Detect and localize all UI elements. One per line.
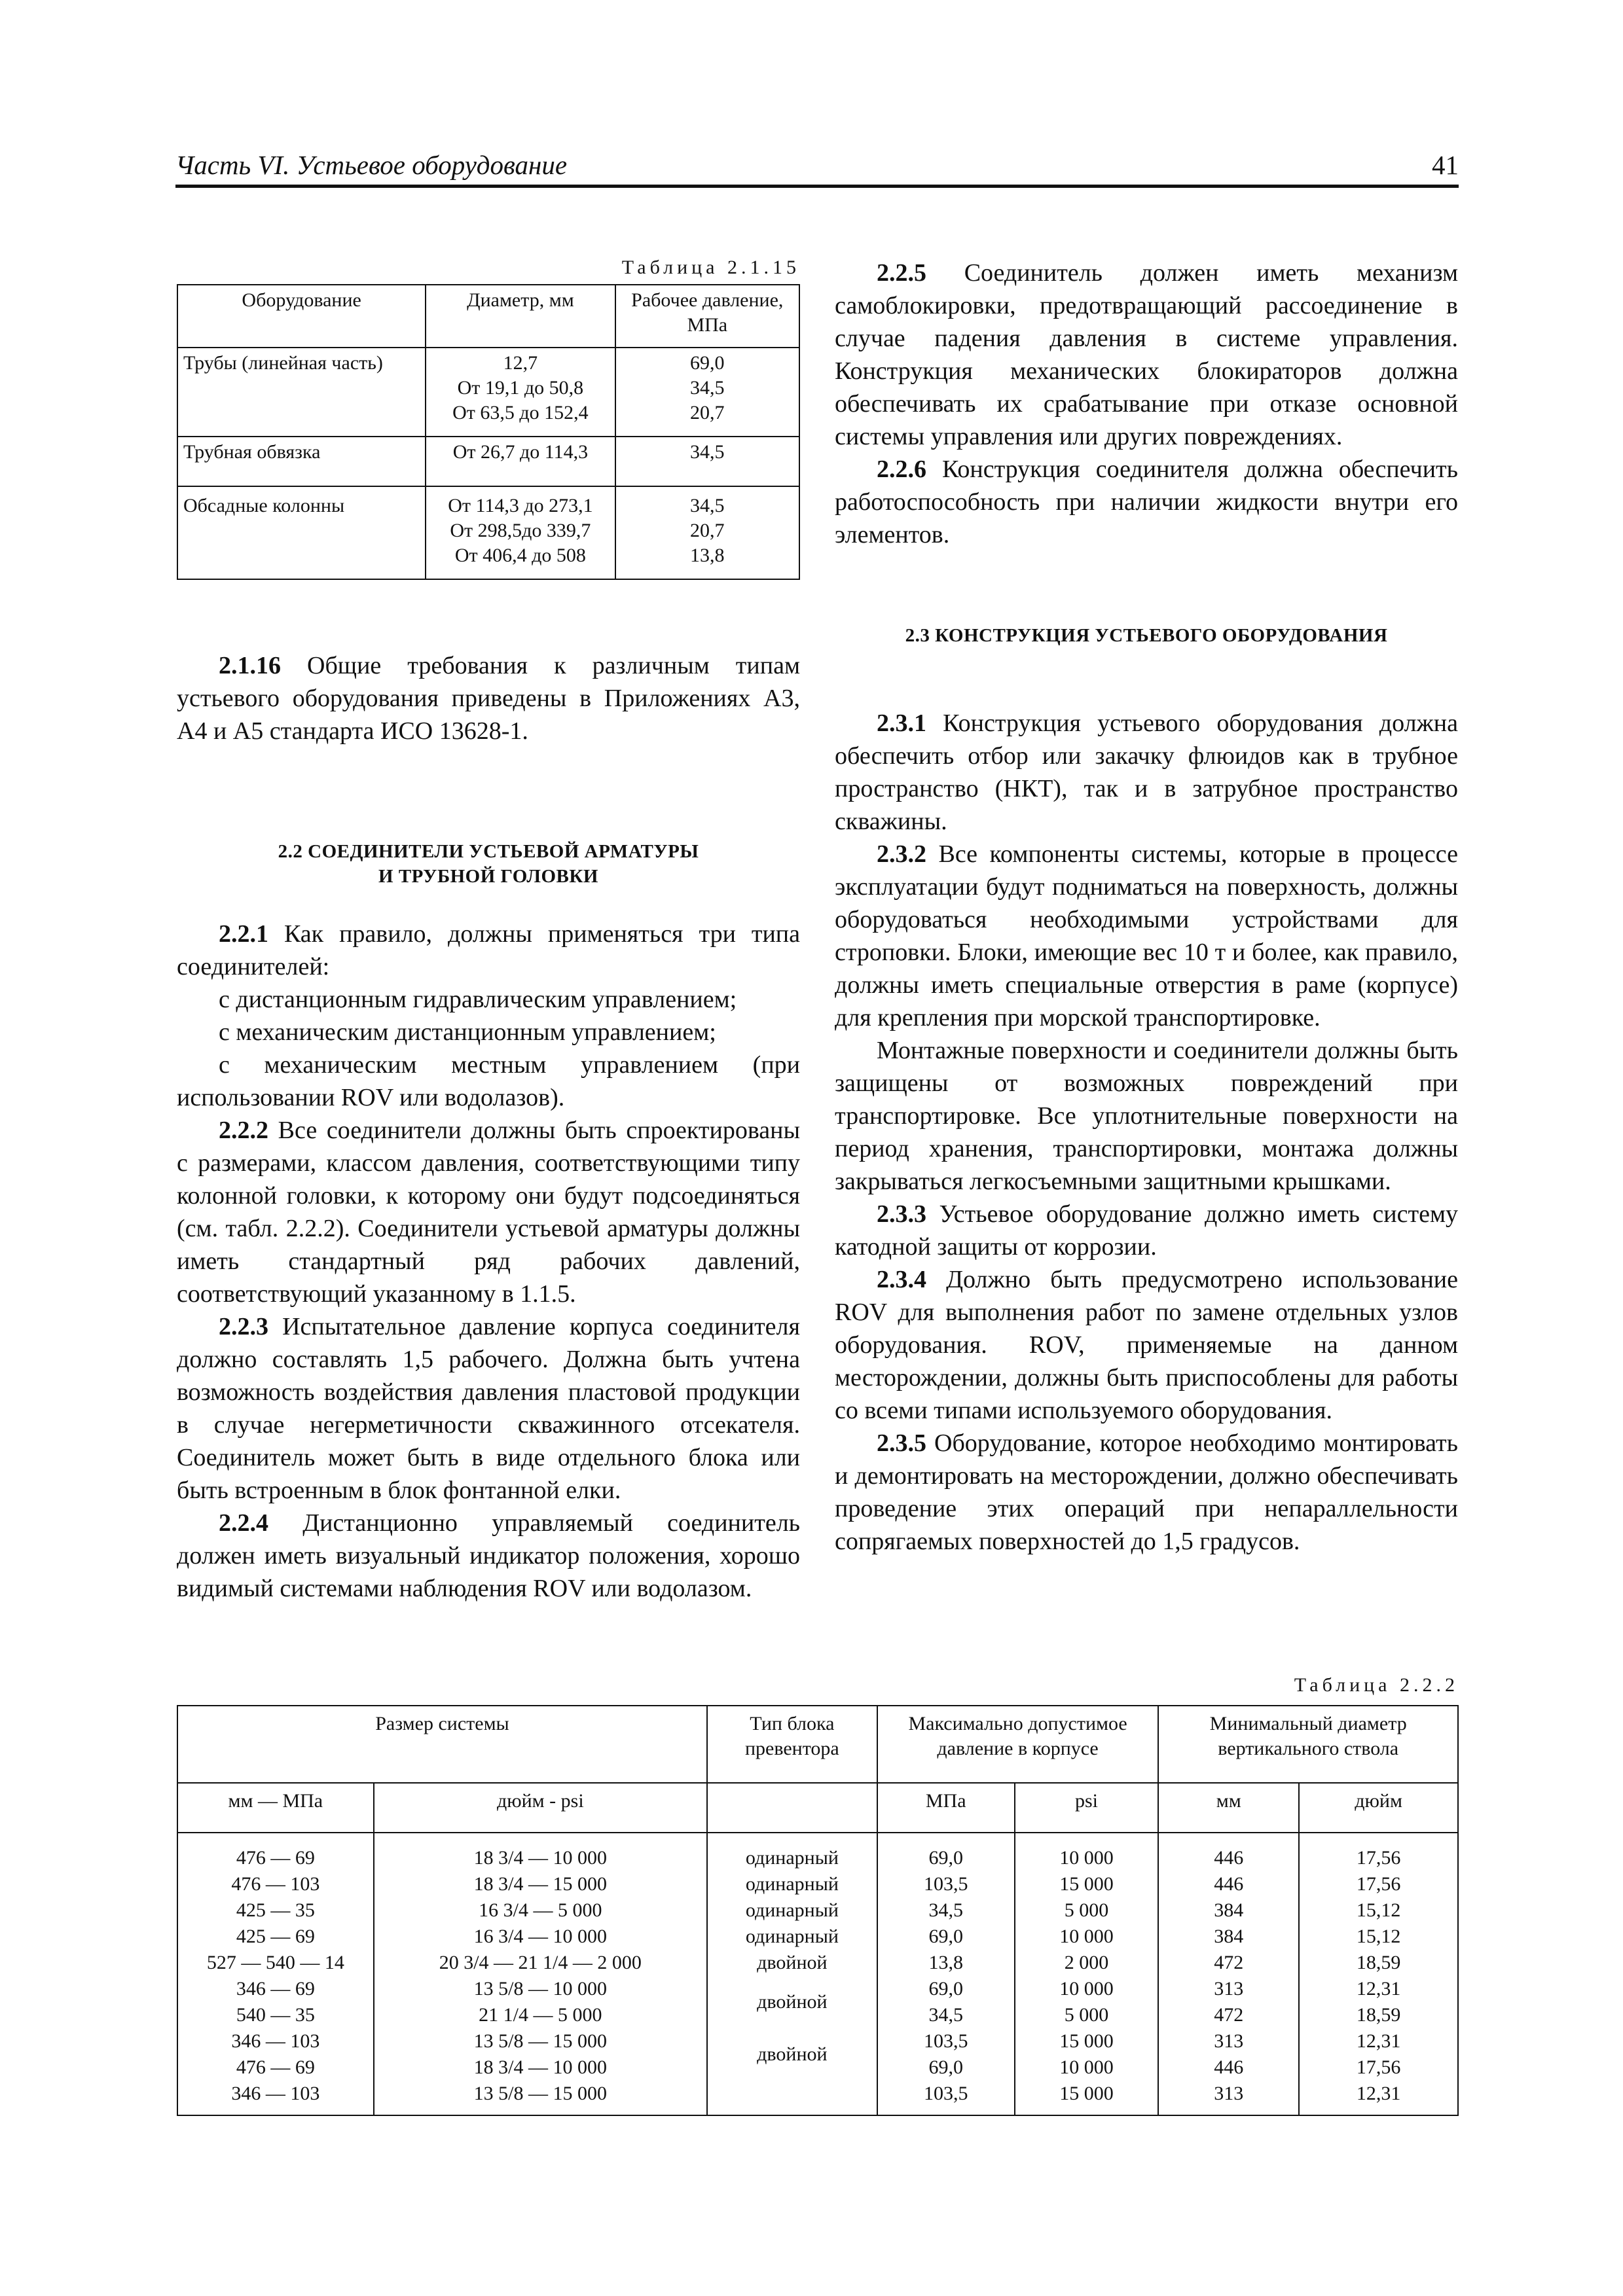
cell-line: 472	[1214, 1952, 1244, 1973]
paragraph-2-2-2	[177, 1114, 800, 1310]
table-header-cell: Рабочее давление, МПа	[615, 285, 799, 348]
table-cell	[426, 348, 615, 437]
paragraph-2-1-16	[177, 649, 800, 747]
table-header-cell: Минимальный диаметр вертикального ствола	[1158, 1706, 1458, 1783]
heading-line: И ТРУБНОЙ ГОЛОВКИ	[378, 866, 598, 887]
cell-line: 313	[1214, 1978, 1244, 2000]
cell-line: 20 3/4 — 21 1/4 — 2 000	[439, 1952, 642, 1973]
clause-number: 2.3.2	[877, 840, 926, 868]
cell-line: 313	[1214, 2083, 1244, 2104]
paragraph-2-2-4	[177, 1507, 800, 1605]
cell-line: 20,7	[690, 520, 725, 541]
table-2115	[177, 284, 800, 580]
cell-line: двойной	[757, 1991, 828, 2013]
cell-line: 346 — 103	[231, 2030, 320, 2052]
table-caption: Таблица 2.1.15	[621, 257, 800, 278]
clause-number: 2.3.5	[877, 1429, 926, 1457]
cell-line: От 114,3 до 273,1	[448, 495, 593, 516]
table-col-psi	[1015, 1833, 1159, 2115]
cell-line: 16 3/4 — 10 000	[473, 1926, 607, 1947]
cell-line: 18,59	[1356, 2004, 1401, 2026]
cell-line: 15,12	[1356, 1926, 1401, 1947]
cell-line: 18 3/4 — 10 000	[473, 2056, 607, 2078]
cell-line: 15 000	[1059, 2083, 1114, 2104]
paragraph-2-3-3	[835, 1198, 1458, 1263]
cell-line: 13 5/8 — 15 000	[473, 2083, 607, 2104]
cell-line: одинарный	[745, 1926, 839, 1947]
clause-number: 2.2.3	[219, 1313, 268, 1340]
cell-line: 15 000	[1059, 2030, 1114, 2052]
cell-line: 446	[1214, 1847, 1244, 1869]
cell-line: 69,0	[928, 1847, 963, 1869]
clause-text: Соединитель должен иметь механизм самоблокировки, предотвращающий рассоединение в случае падения давления в системе управления. Конструкция механических блокираторов должна обеспечивать их срабатывание при отказе основной системы управления или других повреждениях.	[835, 259, 1458, 450]
table-cell	[426, 486, 615, 579]
cell-line: 5 000	[1064, 2004, 1109, 2026]
running-title: Часть VI. Устьевое оборудование	[175, 150, 568, 180]
table-header-cell: Максимально допустимое давление в корпусе	[877, 1706, 1159, 1783]
clause-number: 2.3.4	[877, 1266, 926, 1293]
cell-line: 69,0	[690, 352, 725, 374]
clause-text: Все соединители должны быть спроектированы с размерами, классом давления, соответствующими типу колонной головки, к которому они будут подсоединяться (см. табл. 2.2.2). Соединители устьевой арматуры должны иметь стандартный ряд рабочих давлений, соответствующий указанному в 1.1.5.	[177, 1117, 800, 1308]
table-body-row	[177, 1833, 1458, 2115]
cell-line: 425 — 69	[236, 1926, 315, 1947]
cell-line: 18 3/4 — 15 000	[473, 1873, 607, 1895]
table-2115-block	[177, 257, 800, 580]
table-cell: Обсадные колонны	[177, 486, 426, 579]
cell-line: 69,0	[928, 2056, 963, 2078]
clause-text: Общие требования к различным типам устьевого оборудования приведены в Приложениях А3, А4 и А5 стандарта ИСО 13628-1.	[177, 652, 800, 745]
cell-line: 425 — 35	[236, 1899, 315, 1921]
cell-line: 12,31	[1356, 2083, 1401, 2104]
cell-line: 2 000	[1064, 1952, 1109, 1973]
cell-line: 69,0	[928, 1978, 963, 2000]
cell-line: 34,5	[928, 2004, 963, 2026]
table-header-row	[177, 285, 799, 348]
cell-line: 20,7	[690, 402, 725, 423]
cell-line: одинарный	[745, 1873, 839, 1895]
paragraph-2-2-6	[835, 453, 1458, 551]
cell-line: 384	[1214, 1926, 1244, 1947]
cell-line: двойной	[757, 2043, 828, 2065]
table-row	[177, 437, 799, 486]
paragraph-2-3-2	[835, 838, 1458, 1034]
paragraph-2-2-5	[835, 257, 1458, 453]
cell-line: 540 — 35	[236, 2004, 315, 2026]
cell-line: 34,5	[690, 495, 725, 516]
paragraph-2-3-4	[835, 1263, 1458, 1427]
table-cell: Трубная обвязка	[177, 437, 426, 486]
paragraph-2-3-5	[835, 1427, 1458, 1558]
cell-line: 34,5	[690, 377, 725, 399]
cell-line: 476 — 69	[236, 2056, 315, 2078]
table-header-cell: Размер системы	[177, 1706, 707, 1783]
list-item: с механическим местным управлением (при использовании ROV или водолазов).	[177, 1051, 800, 1111]
table-caption: Таблица 2.2.2	[1294, 1674, 1459, 1696]
table-group-header-row	[177, 1706, 1458, 1783]
cell-line: От 63,5 до 152,4	[452, 402, 589, 423]
table-header-cell: Оборудование	[177, 285, 426, 348]
cell-line: 17,56	[1356, 1847, 1401, 1869]
section-heading-2-3: 2.3 КОНСТРУКЦИЯ УСТЬЕВОГО ОБОРУДОВАНИЯ	[905, 625, 1388, 646]
cell-line: 5 000	[1064, 1899, 1109, 1921]
cell-line: 346 — 69	[236, 1978, 315, 2000]
table-col-inch	[1299, 1833, 1458, 2115]
cell-line: 34,5	[928, 1899, 963, 1921]
cell-line: 12,31	[1356, 2030, 1401, 2052]
clause-number: 2.2.4	[219, 1509, 268, 1537]
table-row	[177, 348, 799, 437]
cell-line: 16 3/4 — 5 000	[479, 1899, 602, 1921]
table-sub-header-row	[177, 1783, 1458, 1833]
heading-line: 2.2 СОЕДИНИТЕЛИ УСТЬЕВОЙ АРМАТУРЫ	[278, 841, 699, 862]
clause-number: 2.3.1	[877, 709, 926, 737]
list-item: с дистанционным гидравлическим управлением;	[219, 986, 737, 1013]
cell-spacer	[708, 2081, 877, 2107]
paragraph-2-3-1	[835, 707, 1458, 838]
table-header-cell: МПа	[877, 1783, 1015, 1833]
cell-line: 384	[1214, 1899, 1244, 1921]
table-cell	[615, 348, 799, 437]
table-header-cell: Диаметр, мм	[426, 285, 615, 348]
cell-line: 10 000	[1059, 1978, 1114, 2000]
cell-line: 69,0	[928, 1926, 963, 1947]
clause-text: Должно быть предусмотрено использование ROV для выполнения работ по замене отдельных узлов оборудования. ROV, применяемые на данном месторождении, должны быть приспособлены для работы со всеми типами используемого оборудования.	[835, 1266, 1458, 1424]
table-header-cell: Тип блока превентора	[707, 1706, 877, 1783]
cell-line: 17,56	[1356, 2056, 1401, 2078]
paragraph-2-3-2-cont: Монтажные поверхности и соединители должны быть защищены от возможных повреждений при транспортировке. Все уплотнительные поверхности на период хранения, транспортировки, монтажа должны закрываться легкосъемными защитными крышками.	[835, 1037, 1458, 1195]
cell-line: 13 5/8 — 10 000	[473, 1978, 607, 2000]
cell-line: 13,8	[690, 545, 725, 566]
page-number: 41	[1432, 150, 1459, 180]
cell-line: двойной	[757, 1952, 828, 1973]
table-cell: 34,5	[615, 437, 799, 486]
table-2-2-2	[177, 1705, 1459, 2116]
cell-line: 12,31	[1356, 1978, 1401, 2000]
paragraph-2-2-1	[177, 918, 800, 983]
section-heading-2-2	[177, 839, 800, 889]
cell-line: От 406,4 до 508	[454, 545, 586, 566]
cell-line: одинарный	[745, 1899, 839, 1921]
table-header-cell: мм — МПа	[177, 1783, 374, 1833]
list-item: с механическим дистанционным управлением;	[219, 1018, 716, 1046]
table-col-mm-mpa	[177, 1833, 374, 2115]
right-column	[835, 257, 1458, 1558]
clause-number: 2.2.6	[877, 456, 926, 483]
cell-line: 476 — 103	[231, 1873, 320, 1895]
cell-line: одинарный	[745, 1847, 839, 1869]
cell-line: От 19,1 до 50,8	[457, 377, 584, 399]
cell-line: 18 3/4 — 10 000	[473, 1847, 607, 1869]
table-col-mpa	[877, 1833, 1015, 2115]
table-header-cell: мм	[1158, 1783, 1299, 1833]
clause-text: Оборудование, которое необходимо монтировать и демонтировать на месторождении, должно обеспечивать проведение этих операций при непараллельности сопрягаемых поверхностей до 1,5 градусов.	[835, 1429, 1458, 1555]
table-col-mm	[1158, 1833, 1299, 2115]
paragraph-2-2-3	[177, 1310, 800, 1507]
cell-line: 527 — 540 — 14	[206, 1952, 344, 1973]
clause-number: 2.2.1	[219, 920, 268, 948]
cell-line: 10 000	[1059, 2056, 1114, 2078]
clause-text: Конструкция устьевого оборудования должна обеспечить отбор или закачку флюидов как в трубное пространство (НКТ), так и в затрубное пространство скважины.	[835, 709, 1458, 835]
table-header-cell	[707, 1783, 877, 1833]
table-header-cell: дюйм	[1299, 1783, 1458, 1833]
cell-line: 12,7	[503, 352, 538, 374]
clause-text: Все компоненты системы, которые в процессе эксплуатации будут подниматься на поверхность, должны оборудоваться необходимыми устройствами для строповки. Блоки, имеющие вес 10 т и более, как правило, должны иметь специальные отверстия в раме (корпусе) для крепления при морской транспортировке.	[835, 840, 1458, 1031]
table-cell	[615, 486, 799, 579]
table-col-bop-type	[707, 1833, 877, 2115]
cell-line: 18,59	[1356, 1952, 1401, 1973]
cell-line: 15 000	[1059, 1873, 1114, 1895]
clause-text: Испытательное давление корпуса соединителя должно составлять 1,5 рабочего. Должна быть учтена возможность воздействия давления пластовой продукции в случае негерметичности скважинного отсекателя. Соединитель может быть в виде отдельного блока или быть встроенным в блок фонтанной елки.	[177, 1313, 800, 1504]
cell-line: 472	[1214, 2004, 1244, 2026]
cell-line: 346 — 103	[231, 2083, 320, 2104]
cell-line: 21 1/4 — 5 000	[479, 2004, 602, 2026]
cell-line: 313	[1214, 2030, 1244, 2052]
cell-line: 13,8	[928, 1952, 963, 1973]
cell-line: 10 000	[1059, 1926, 1114, 1947]
cell-line: 103,5	[923, 2083, 968, 2104]
clause-text: Как правило, должны применяться три типа соединителей:	[177, 920, 800, 980]
cell-line: 446	[1214, 1873, 1244, 1895]
cell-line: 446	[1214, 2056, 1244, 2078]
cell-line: 103,5	[923, 2030, 968, 2052]
clause-number: 2.1.16	[219, 652, 281, 679]
clause-number: 2.2.5	[877, 259, 926, 287]
left-text-flow	[177, 649, 800, 1605]
clause-number: 2.2.2	[219, 1117, 268, 1144]
clause-text: Конструкция соединителя должна обеспечить работоспособность при наличии жидкости внутри его элементов.	[835, 456, 1458, 548]
table-header-cell: psi	[1015, 1783, 1159, 1833]
clause-text: Устьевое оборудование должно иметь систему катодной защиты от коррозии.	[835, 1200, 1458, 1261]
page-header	[175, 144, 1459, 188]
cell-line: 17,56	[1356, 1873, 1401, 1895]
table-col-inch-psi	[374, 1833, 707, 2115]
cell-line: 15,12	[1356, 1899, 1401, 1921]
table-cell: От 26,7 до 114,3	[426, 437, 615, 486]
table-header-cell: дюйм - psi	[374, 1783, 707, 1833]
cell-line: 103,5	[923, 1873, 968, 1895]
table-row	[177, 486, 799, 579]
cell-line: 476 — 69	[236, 1847, 315, 1869]
cell-line: От 298,5до 339,7	[450, 520, 591, 541]
clause-number: 2.3.3	[877, 1200, 926, 1228]
table-cell: Трубы (линейная часть)	[177, 348, 426, 437]
cell-line: 10 000	[1059, 1847, 1114, 1869]
cell-line: 13 5/8 — 15 000	[473, 2030, 607, 2052]
clause-text: Дистанционно управляемый соединитель должен иметь визуальный индикатор положения, хорошо видимый системами наблюдения ROV или водолазом.	[177, 1509, 800, 1602]
